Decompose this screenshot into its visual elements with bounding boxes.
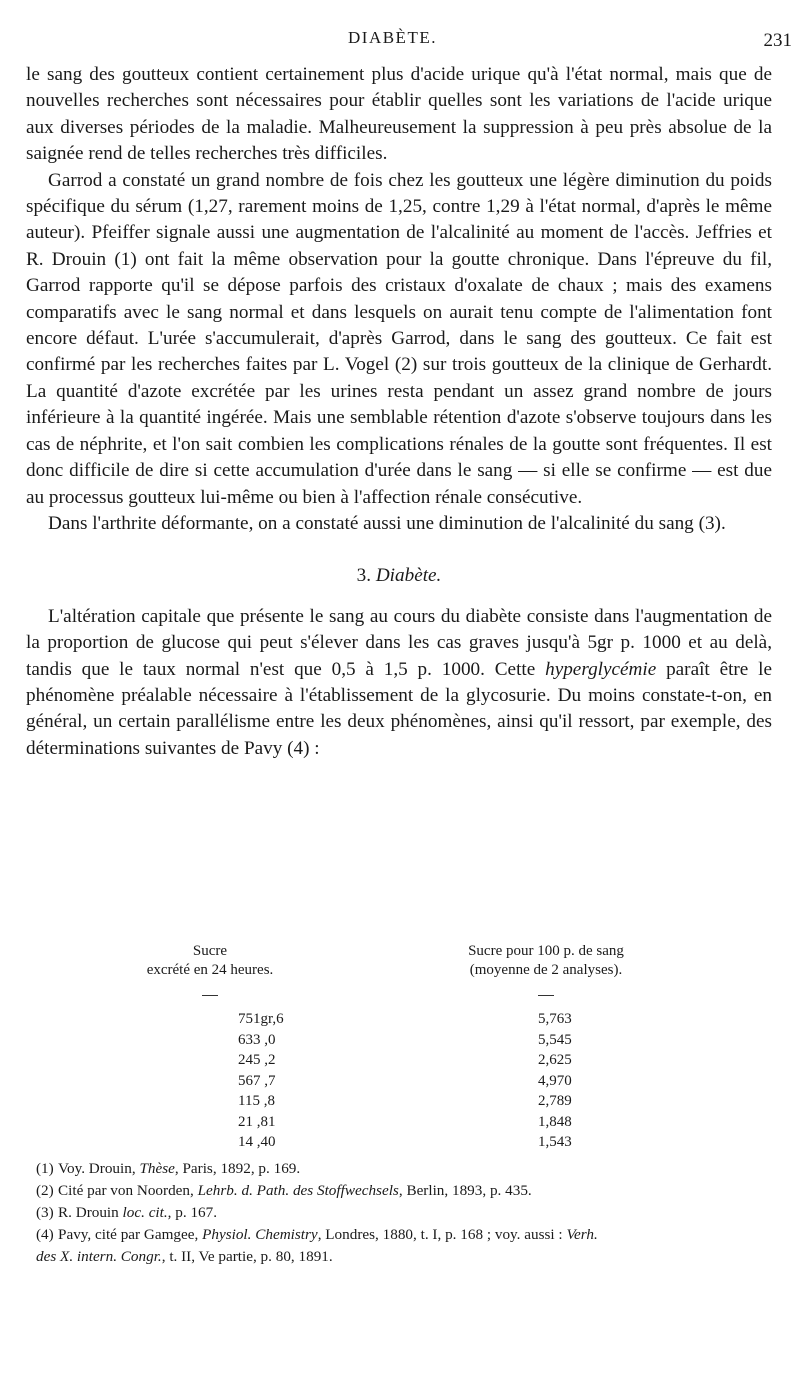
cell-sugar-blood: 5,545: [538, 1031, 572, 1048]
cell-sugar-excreted: 14 ,40: [238, 1134, 276, 1150]
table-row: [60, 1072, 700, 1093]
page-number: 231: [763, 30, 792, 51]
paragraph-arthritis: Dans l'arthrite déformante, on a constaté aussi une diminution de l'alcalinité du sang (3).: [48, 512, 726, 534]
footnote-text: Pavy, cité par Gamgee,: [58, 1226, 203, 1243]
section-heading: [26, 563, 772, 589]
table-row: [60, 1031, 700, 1052]
cell-sugar-blood: 5,763: [538, 1011, 572, 1027]
cell-sugar-blood: 1,848: [538, 1113, 572, 1130]
table-row: [60, 1133, 700, 1154]
footnote-text: , Berlin, 1893, p. 435.: [398, 1182, 532, 1199]
running-title: DIABÈTE.: [348, 28, 437, 47]
cell-sugar-excreted: 751gr,6: [238, 1011, 284, 1027]
footnote-italic: Verh.: [566, 1226, 598, 1243]
page-header: [0, 28, 800, 58]
footnote-4: [36, 1224, 776, 1246]
cell-sugar-excreted: 245 ,2: [238, 1052, 276, 1068]
footnote-italic: Lehrb. d. Path. des Stoffwechsels: [197, 1182, 399, 1199]
diabetes-text-1: L'altération capitale que présente le sang au cours du diabète consiste dans l'augmentation de la proportion de glucose qui peut s'élever dans les cas graves jusqu'à 5gr p. 1000 et au delà, tandis que le taux normal n'est que 0,5 à 1,5 p. 1000. Cette: [26, 605, 772, 680]
col1-header-line1: Sucre: [192, 943, 228, 959]
paragraph-diabetes: [26, 604, 772, 762]
footnote-italic: des X. intern. Congr.: [36, 1248, 162, 1265]
col2-header-line2: (moyenne de 2 analyses).: [469, 962, 623, 979]
diabetes-italic-term: hyperglycémie: [545, 658, 657, 680]
footnote-1: [36, 1158, 776, 1180]
dash-divider: [538, 995, 554, 996]
cell-sugar-blood: 4,970: [538, 1072, 572, 1089]
table-row: [60, 1010, 700, 1031]
footnote-2: [36, 1180, 776, 1202]
cell-sugar-excreted: 21 ,81: [238, 1113, 276, 1130]
cell-sugar-excreted: 115 ,8: [238, 1093, 275, 1109]
table-row: [60, 1113, 700, 1134]
footnote-3: [36, 1202, 776, 1224]
cell-sugar-excreted: 633 ,0: [238, 1031, 276, 1048]
paragraph-uric-acid: le sang des goutteux contient certainement plus d'acide urique qu'à l'état normal, mais que de nouvelles recherches sont nécessaires pour établir quelles sont les variations de l'acide urique aux diverses périodes de la maladie. Malheureusement la suppression à peu près absolue de la saignée rend de telles recherches très difficiles.: [26, 64, 772, 165]
footnote-mark: (3): [36, 1204, 54, 1221]
table-body: [60, 1010, 700, 1154]
table-row: [60, 1092, 700, 1113]
paragraph-garrod: Garrod a constaté un grand nombre de fois chez les goutteux une légère diminution du poids spécifique du sérum (1,27, rarement moins de 1,25, contre 1,29 à l'état normal, d'après le même auteur). Pfeiffer signale aussi une augmentation de l'alcalinité au moment de l'accès. Jeffries et R. Drouin (1) ont fait la même observation pour la goutte chronique. Dans l'épreuve du fil, Garrod rapporte qu'il se dépose parfois des cristaux d'oxalate de chaux ; mais des examens comparatifs avec le sang normal et dans lesquels on aurait tenu compte de l'alimentation font encore défaut. L'urée s'accumulerait, d'après Garrod, dans le sang des goutteux. Ce fait est confirmé par les recherches faites par L. Vogel (2) sur trois goutteux de la clinique de Gerhardt. La quantité d'azote excrétée par les urines resta pendant un assez grand nombre de jours inférieure à la quantité ingérée. Mais une semblable rétention d'azote s'observe toujours dans les cas de néphrite, et l'on sait combien les complications rénales de la goutte sont fréquentes. Il est donc difficile de dire si cette accumulation d'urée dans le sang — si elle se confirme — est due au processus goutteux lui-même ou bien à l'affection rénale consécutive.: [26, 169, 772, 508]
footnote-mark: (1): [36, 1160, 54, 1177]
col-header-sugar-excreted: [60, 942, 360, 981]
cell-sugar-blood: 2,789: [538, 1093, 572, 1109]
section-number: 3.: [356, 565, 372, 587]
footnote-text: , Londres, 1880, t. I, p. 168 ; voy. aussi :: [317, 1226, 567, 1243]
footnote-text: , p. 167.: [167, 1204, 218, 1221]
footnote-4-continuation: [36, 1246, 776, 1268]
footnote-mark: (2): [36, 1182, 54, 1199]
footnote-italic: loc. cit.: [122, 1204, 168, 1221]
table-header: [60, 942, 700, 986]
main-text: [26, 62, 772, 762]
col-header-sugar-blood: [396, 942, 696, 981]
diabetes-text-2: paraît être le phénomène préalable nécessaire à l'établissement de la glycosurie. Du moins constate-t-on, en général, un certain parallélisme entre les deux phénomènes, ainsi qu'il ressort, par exemple, des déterminations suivantes de Pavy (4) :: [26, 658, 772, 759]
table-rule: [60, 986, 700, 1006]
cell-sugar-excreted: 567 ,7: [238, 1072, 276, 1089]
footnote-italic: Physiol. Chemistry: [202, 1226, 318, 1243]
col2-header-line1: Sucre pour 100 p. de sang: [468, 943, 624, 959]
col1-header-line2: excrété en 24 heures.: [146, 962, 274, 979]
footnote-text: , Paris, 1892, p. 169.: [174, 1160, 301, 1177]
footnote-text: R. Drouin: [58, 1204, 123, 1221]
footnote-text: Cité par von Noorden,: [58, 1182, 198, 1199]
footnotes: [36, 1158, 776, 1268]
dash-divider: [202, 995, 218, 996]
footnote-mark: (4): [36, 1226, 54, 1243]
footnote-text: Voy. Drouin,: [58, 1160, 140, 1177]
table-row: [60, 1051, 700, 1072]
footnote-text: , t. II, Ve partie, p. 80, 1891.: [161, 1248, 333, 1265]
cell-sugar-blood: 1,543: [538, 1134, 572, 1150]
footnote-italic: Thèse: [139, 1160, 175, 1177]
cell-sugar-blood: 2,625: [538, 1052, 572, 1068]
pavy-table: [60, 942, 700, 1154]
section-title: Diabète.: [375, 565, 442, 587]
